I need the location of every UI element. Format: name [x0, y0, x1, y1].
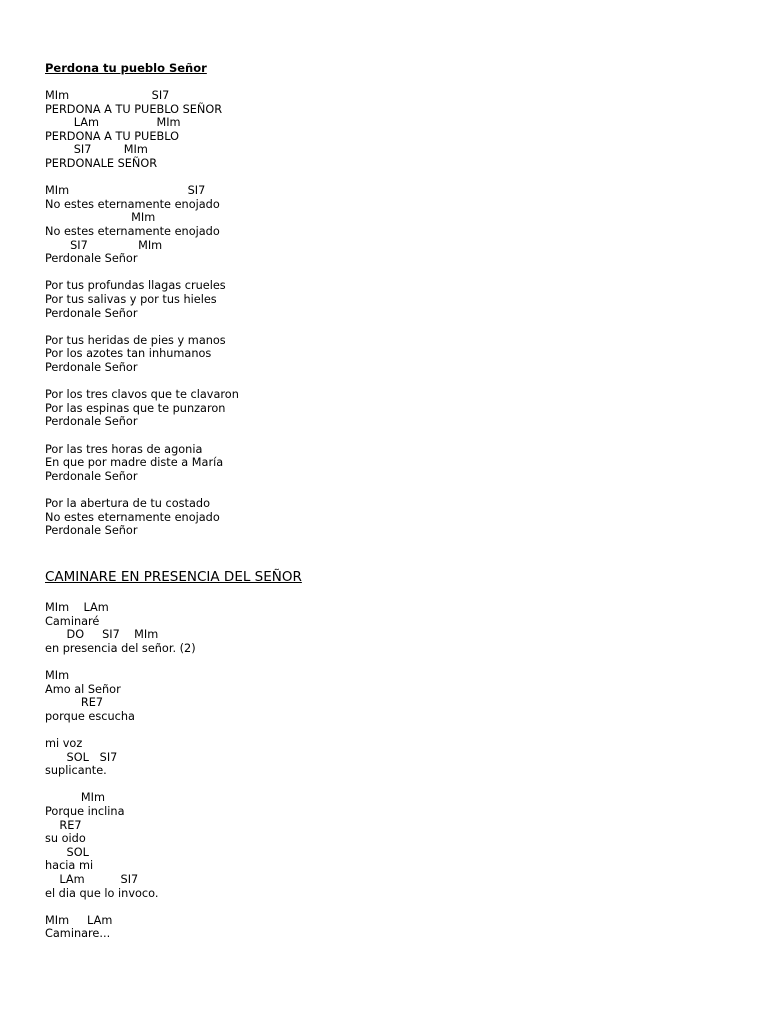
- lyric-line: No estes eternamente enojado: [45, 510, 220, 524]
- lyric-line: SI7 MIm: [45, 238, 163, 252]
- lyric-line: Caminare...: [45, 927, 111, 941]
- song-title-caminare: CAMINARE EN PRESENCIA DEL SEÑOR: [45, 569, 302, 585]
- song-title-perdona: Perdona tu pueblo Señor: [45, 61, 207, 75]
- lyric-line: RE7: [45, 696, 104, 710]
- lyric-line: Por los azotes tan inhumanos: [45, 347, 212, 361]
- lyric-line: LAm SI7: [45, 873, 139, 886]
- lyric-line: Por las tres horas de agonia: [45, 442, 203, 456]
- lyric-line: PERDONA A TU PUEBLO SEÑOR: [45, 102, 223, 116]
- lyric-line: Porque inclina: [45, 805, 125, 818]
- lyric-line: MIm: [45, 791, 105, 805]
- lyric-line: MIm LAm: [45, 601, 109, 614]
- lyric-line: MIm SI7: [45, 89, 170, 102]
- lyric-line: Perdonale Señor: [45, 361, 138, 374]
- lyric-line: SOL: [45, 845, 89, 859]
- lyric-line: LAm MIm: [45, 116, 181, 130]
- lyric-line: MIm: [45, 669, 70, 682]
- lyric-line: En que por madre diste a María: [45, 456, 224, 470]
- lyric-line: SI7 MIm: [45, 143, 148, 157]
- lyric-line: Perdonale Señor: [45, 524, 138, 538]
- lyric-line: Caminaré: [45, 614, 100, 628]
- lyric-line: Amo al Señor: [45, 682, 121, 696]
- lyric-line: MIm SI7: [45, 184, 206, 198]
- lyric-line: el dia que lo invoco.: [45, 886, 159, 900]
- lyric-line: su oido: [45, 832, 86, 846]
- lyric-line: porque escucha: [45, 709, 135, 723]
- lyric-line: RE7: [45, 818, 82, 832]
- lyric-line: en presencia del señor. (2): [45, 641, 196, 655]
- lyric-line: Por tus profundas llagas crueles: [45, 279, 226, 293]
- lyric-line: Perdonale Señor: [45, 415, 138, 429]
- lyric-line: No estes eternamente enojado: [45, 197, 220, 211]
- lyric-line: Por los tres clavos que te clavaron: [45, 388, 239, 402]
- lyric-line: PERDONA A TU PUEBLO: [45, 129, 179, 143]
- lyric-line: hacia mi: [45, 859, 94, 873]
- lyric-line: Por la abertura de tu costado: [45, 497, 210, 510]
- lyric-line: DO SI7 MIm: [45, 628, 159, 642]
- lyric-line: Perdonale Señor: [45, 469, 138, 483]
- lyric-line: Por tus salivas y por tus hieles: [45, 293, 217, 306]
- lyric-line: No estes eternamente enojado: [45, 225, 220, 238]
- lyric-line: Por las espinas que te punzaron: [45, 401, 226, 415]
- lyric-line: MIm LAm: [45, 913, 113, 927]
- lyric-line: MIm: [45, 211, 156, 225]
- lyric-line: mi voz: [45, 737, 83, 750]
- lyric-line: Por tus heridas de pies y manos: [45, 333, 226, 347]
- lyric-line: Perdonale Señor: [45, 252, 138, 266]
- lyric-line: PERDONALE SEÑOR: [45, 157, 158, 170]
- lyric-line: SOL SI7: [45, 750, 118, 764]
- lyric-line: suplicante.: [45, 764, 107, 778]
- lyric-line: Perdonale Señor: [45, 306, 138, 320]
